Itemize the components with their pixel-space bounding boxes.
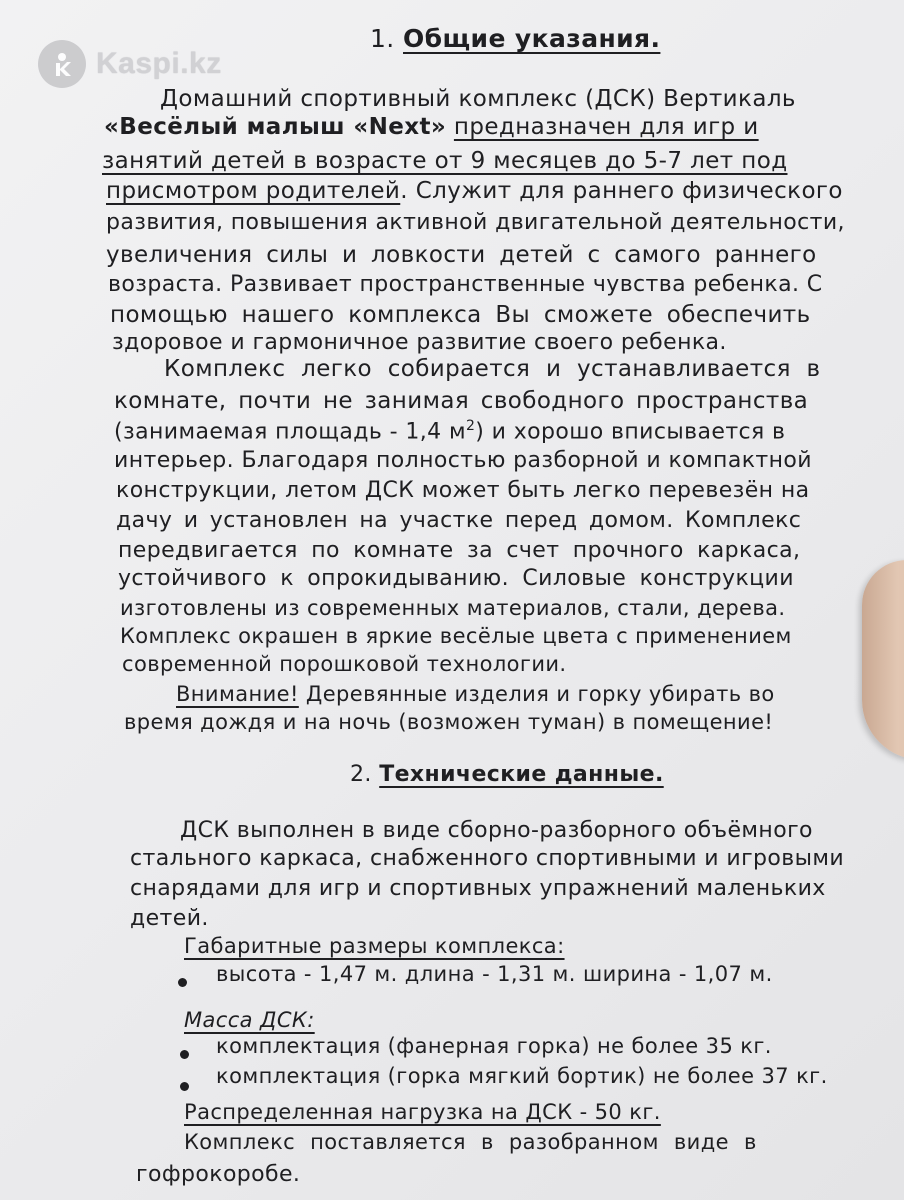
section1-heading <box>370 24 660 53</box>
s1-line-24 <box>176 682 775 706</box>
s1-line-4-rest: . Служит для раннего физического <box>400 178 843 204</box>
s2-line-8: комплектация (горка мягкий бортик) не более 37 кг. <box>216 1064 828 1088</box>
s1-line-0: Домашний спортивный комплекс (ДСК) Вертикаль <box>160 86 796 112</box>
s1-supervision: присмотром родителей <box>106 178 401 204</box>
s1-line-3: занятий детей в возрасте от 9 месяцев до 5-7 лет под <box>102 148 788 174</box>
s1-line-19: передвигается по комнате за счет прочного каркаса, <box>118 538 801 563</box>
s1-purpose: предназначен для игр и <box>453 114 759 140</box>
s1-line-16: интерьер. Благодаря полностью разборной и компактной <box>114 448 812 473</box>
s2-line-11: гофрокоробе. <box>136 1162 301 1187</box>
s1-line-6: развития, повышения активной двигательной деятельности, <box>106 210 845 235</box>
s1-line-21: изготовлены из современных материалов, стали, дерева. <box>120 596 786 620</box>
s2-line-0: ДСК выполнен в виде сборно-разборного объёмного <box>180 818 813 843</box>
section1-number: 1. <box>370 24 395 53</box>
watermark-brand: Kaspi.kz <box>96 47 222 80</box>
s1-line-20: устойчивого к опрокидыванию. Силовые конструкции <box>118 566 794 591</box>
watermark <box>38 40 222 88</box>
s2-mass-label: Масса ДСК: <box>184 1008 315 1032</box>
s1-line-23: современной порошковой технологии. <box>122 652 567 676</box>
s1-line-12: комнате, почти не занимая свободного пространства <box>114 388 809 414</box>
s1-line-4 <box>106 178 843 204</box>
s1-line-11: Комплекс легко собирается и устанавливается в <box>164 356 821 382</box>
s2-line-3: детей. <box>130 906 209 931</box>
s2-line-7: комплектация (фанерная горка) не более 35 кг. <box>216 1034 772 1058</box>
s2-line-5: высота - 1,47 м. длина - 1,31 м. ширина - 1,07 м. <box>216 962 773 986</box>
product-name: «Весёлый малыш «Next» <box>104 114 447 140</box>
section2-number: 2. <box>350 762 372 787</box>
s1-area-sup: 2 <box>465 418 476 434</box>
s1-line-7: увеличения силы и ловкости детей с самого раннего <box>106 242 817 268</box>
s1-line-9: помощью нашего комплекса Вы сможете обеспечить <box>110 302 811 328</box>
s1-attention-text: Деревянные изделия и горку убирать во <box>298 682 775 706</box>
s1-area: (занимаемая площадь - 1,4 м <box>114 419 466 445</box>
s2-dimensions-label: Габаритные размеры комплекса: <box>184 934 565 958</box>
s2-load-label: Распределенная нагрузка на ДСК - 50 кг. <box>184 1100 661 1124</box>
attention-label: Внимание! <box>176 682 299 706</box>
s1-line-1 <box>104 114 759 140</box>
s2-line-2: снарядами для игр и спортивных упражнений маленьких <box>130 876 826 901</box>
section1-title: Общие указания. <box>403 24 661 53</box>
section2-title: Технические данные. <box>379 762 664 787</box>
s1-line-17: конструкции, летом ДСК может быть легко перевезён на <box>116 478 810 503</box>
bullet-icon <box>180 1050 189 1059</box>
kaspi-logo-icon <box>38 40 86 88</box>
s1-line-13 <box>114 418 785 444</box>
bullet-icon <box>178 978 187 987</box>
s1-line-22: Комплекс окрашен в яркие весёлые цвета с применением <box>120 624 792 648</box>
section2-heading <box>350 762 664 787</box>
bullet-icon <box>180 1082 189 1091</box>
s1-line-8: возраста. Развивает пространственные чувства ребенка. С <box>108 272 823 297</box>
s1-area-rest: ) и хорошо вписывается в <box>475 419 786 445</box>
s2-line-1: стального каркаса, снабженного спортивными и игровыми <box>130 846 845 871</box>
s1-line-10: здоровое и гармоничное развитие своего ребенка. <box>112 330 727 355</box>
s1-line-26: время дождя и на ночь (возможен туман) в помещение! <box>124 710 774 734</box>
s2-line-10: Комплекс поставляется в разобранном виде в <box>184 1130 757 1154</box>
s1-line-18: дачу и установлен на участке перед домом. Комплекс <box>116 508 802 533</box>
